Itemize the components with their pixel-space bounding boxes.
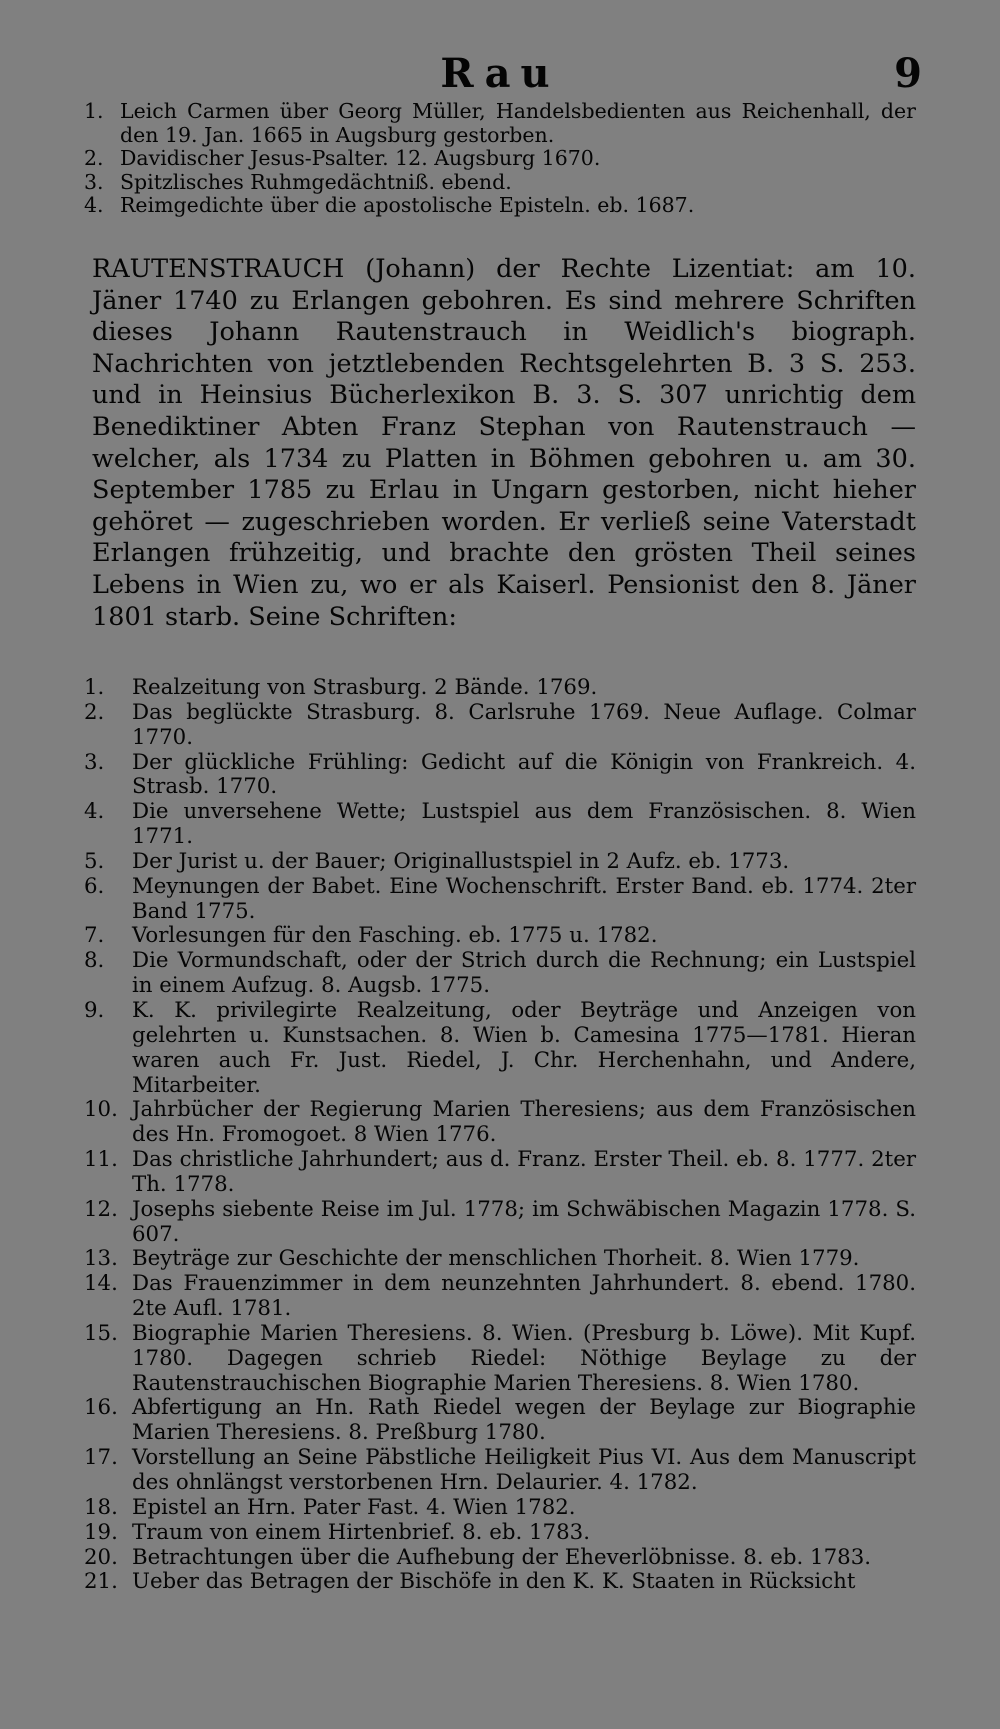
item-text: Ueber das Betragen der Bischöfe in den K. K. Staaten in Rücksicht xyxy=(132,1569,856,1595)
item-text: Vorlesungen für den Fasching. eb. 1775 u. 1782. xyxy=(132,923,658,949)
item-number: 16. xyxy=(84,1395,118,1421)
list-item xyxy=(84,1396,916,1446)
list-item xyxy=(84,800,916,850)
item-number: 10. xyxy=(84,1097,118,1123)
item-text: Reimgedichte über die apostolische Episteln. eb. 1687. xyxy=(120,193,695,217)
item-number: 1. xyxy=(84,99,104,123)
item-text: Biographie Marien Theresiens. 8. Wien. (Presburg b. Löwe). Mit Kupf. 1780. Dagegen schrieb Riedel: Nöthige Beylage zu der Rautenstrauchischen Biographie Marien Theresiens. 8. Wien 1780. xyxy=(132,1320,916,1396)
item-number: 3. xyxy=(84,749,105,775)
list-item xyxy=(84,1446,916,1496)
item-text: Der glückliche Frühling: Gedicht auf die Königin von Frankreich. 4. Strasb. 1770. xyxy=(132,749,916,800)
list-item xyxy=(84,676,916,701)
list-item xyxy=(84,171,916,195)
list-item xyxy=(84,100,916,147)
item-text: Die Vormundschaft, oder der Strich durch die Rechnung; ein Lustspiel in einem Aufzug. 8. Augsb. 1775. xyxy=(132,948,916,999)
item-text: Josephs siebente Reise im Jul. 1778; im Schwäbischen Magazin 1778. S. 607. xyxy=(132,1196,916,1247)
item-text: Meynungen der Babet. Eine Wochenschrift. Erster Band. eb. 1774. 2ter Band 1775. xyxy=(132,873,916,924)
item-text: K. K. privilegirte Realzeitung, oder Beyträge und Anzeigen von gelehrten u. Kunstsachen. 8. Wien b. Camesina 1775—1781. Hieran waren auch Fr. Just. Riedel, J. Chr. Herchenhahn, und Andere, Mitarbeiter. xyxy=(132,997,916,1098)
works-list xyxy=(84,676,916,1595)
list-item xyxy=(84,1521,916,1546)
item-number: 19. xyxy=(84,1519,118,1545)
item-text: Die unversehene Wette; Lustspiel aus dem Französischen. 8. Wien 1771. xyxy=(132,799,916,850)
item-number: 2. xyxy=(84,699,105,725)
item-text: Vorstellung an Seine Päbstliche Heiligkeit Pius VI. Aus dem Manuscript des ohnlängst verstorbenen Hrn. Delaurier. 4. 1782. xyxy=(132,1445,916,1495)
list-item xyxy=(84,999,916,1098)
list-item xyxy=(84,1247,916,1272)
item-text: Der Jurist u. der Bauer; Originallustspiel in 2 Aufz. eb. 1773. xyxy=(132,848,790,874)
item-text: Betrachtungen über die Aufhebung der Eheverlöbnisse. 8. eb. 1783. xyxy=(132,1544,872,1570)
item-number: 3. xyxy=(84,169,104,194)
item-text: Das beglückte Strasburg. 8. Carlsruhe 1769. Neue Auflage. Colmar 1770. xyxy=(132,699,916,750)
page-header xyxy=(0,50,1000,100)
list-item xyxy=(84,701,916,751)
item-number: 4. xyxy=(84,193,104,217)
item-number: 15. xyxy=(84,1320,118,1346)
item-number: 5. xyxy=(84,848,105,874)
item-text: Das Frauenzimmer in dem neunzehnten Jahrhundert. 8. ebend. 1780. 2te Aufl. 1781. xyxy=(132,1271,916,1322)
item-number: 18. xyxy=(84,1494,118,1520)
item-number: 17. xyxy=(84,1445,118,1471)
list-item xyxy=(84,1546,916,1571)
list-item xyxy=(84,751,916,801)
running-head: Rau xyxy=(440,50,560,97)
list-item xyxy=(84,850,916,875)
item-number: 14. xyxy=(84,1271,118,1297)
list-item xyxy=(84,1148,916,1198)
item-text: Abfertigung an Hn. Rath Riedel wegen der Beylage zur Biographie Marien Theresiens. 8. Preßburg 1780. xyxy=(132,1395,916,1446)
item-text: Traum von einem Hirtenbrief. 8. eb. 1783. xyxy=(132,1519,590,1545)
list-item xyxy=(84,949,916,999)
item-text: Spitzlisches Ruhmgedächtniß. ebend. xyxy=(120,169,512,194)
item-number: 2. xyxy=(84,146,104,170)
item-text: Das christliche Jahrhundert; aus d. Franz. Erster Theil. eb. 8. 1777. 2ter Th. 1778. xyxy=(132,1147,916,1197)
item-text: Realzeitung von Strasburg. 2 Bände. 1769. xyxy=(132,675,598,700)
biography-paragraph: RAUTENSTRAUCH (Johann) der Rechte Lizentiat: am 10. Jäner 1740 zu Erlangen gebohren. Es sind mehrere Schriften dieses Johann Rautenstrauch in Weidlich's biograph. Nachrichten von jetztlebenden Rechtsgelehrten B. 3 S. 253. und in Heinsius Bücherlexikon B. 3. S. 307 unrichtig dem Benediktiner Abten Franz Stephan von Rautenstrauch — welcher, als 1734 zu Platten in Böhmen gebohren u. am 30. September 1785 zu Erlau in Ungarn gestorben, nicht hieher gehöret — zugeschrieben worden. Er verließ seine Vaterstadt Erlangen frühzeitig, und brachte den grösten Theil seines Lebens in Wien zu, wo er als Kaiserl. Pensionist den 8. Jäner 1801 starb. Seine Schriften: xyxy=(92,254,916,632)
item-text: Leich Carmen über Georg Müller, Handelsbedienten aus Reichenhall, der den 19. Jan. 1665 in Augsburg gestorben. xyxy=(120,99,916,147)
item-number: 12. xyxy=(84,1196,118,1222)
list-item xyxy=(84,147,916,171)
item-number: 7. xyxy=(84,923,105,949)
list-item xyxy=(84,1322,916,1397)
list-item xyxy=(84,1198,916,1248)
item-number: 11. xyxy=(84,1147,118,1173)
item-text: Epistel an Hrn. Pater Fast. 4. Wien 1782. xyxy=(132,1494,576,1520)
list-item xyxy=(84,1496,916,1521)
previous-entry-works-list xyxy=(84,100,916,218)
item-number: 1. xyxy=(84,675,105,700)
list-item xyxy=(84,924,916,949)
list-item xyxy=(84,1570,916,1595)
item-text: Beyträge zur Geschichte der menschlichen Thorheit. 8. Wien 1779. xyxy=(132,1246,860,1272)
item-number: 9. xyxy=(84,997,105,1023)
list-item xyxy=(84,1272,916,1322)
item-number: 4. xyxy=(84,799,105,825)
item-number: 20. xyxy=(84,1544,118,1570)
item-number: 8. xyxy=(84,948,105,974)
list-item xyxy=(84,1098,916,1148)
item-text: Jahrbücher der Regierung Marien Theresiens; aus dem Französischen des Hn. Fromogoet. 8 Wien 1776. xyxy=(132,1097,916,1148)
item-number: 13. xyxy=(84,1246,118,1272)
list-item xyxy=(84,875,916,925)
page-number: 9 xyxy=(894,50,922,97)
item-text: Davidischer Jesus-Psalter. 12. Augsburg 1670. xyxy=(120,146,601,170)
list-item xyxy=(84,194,916,218)
item-number: 21. xyxy=(84,1569,118,1595)
item-number: 6. xyxy=(84,873,105,899)
